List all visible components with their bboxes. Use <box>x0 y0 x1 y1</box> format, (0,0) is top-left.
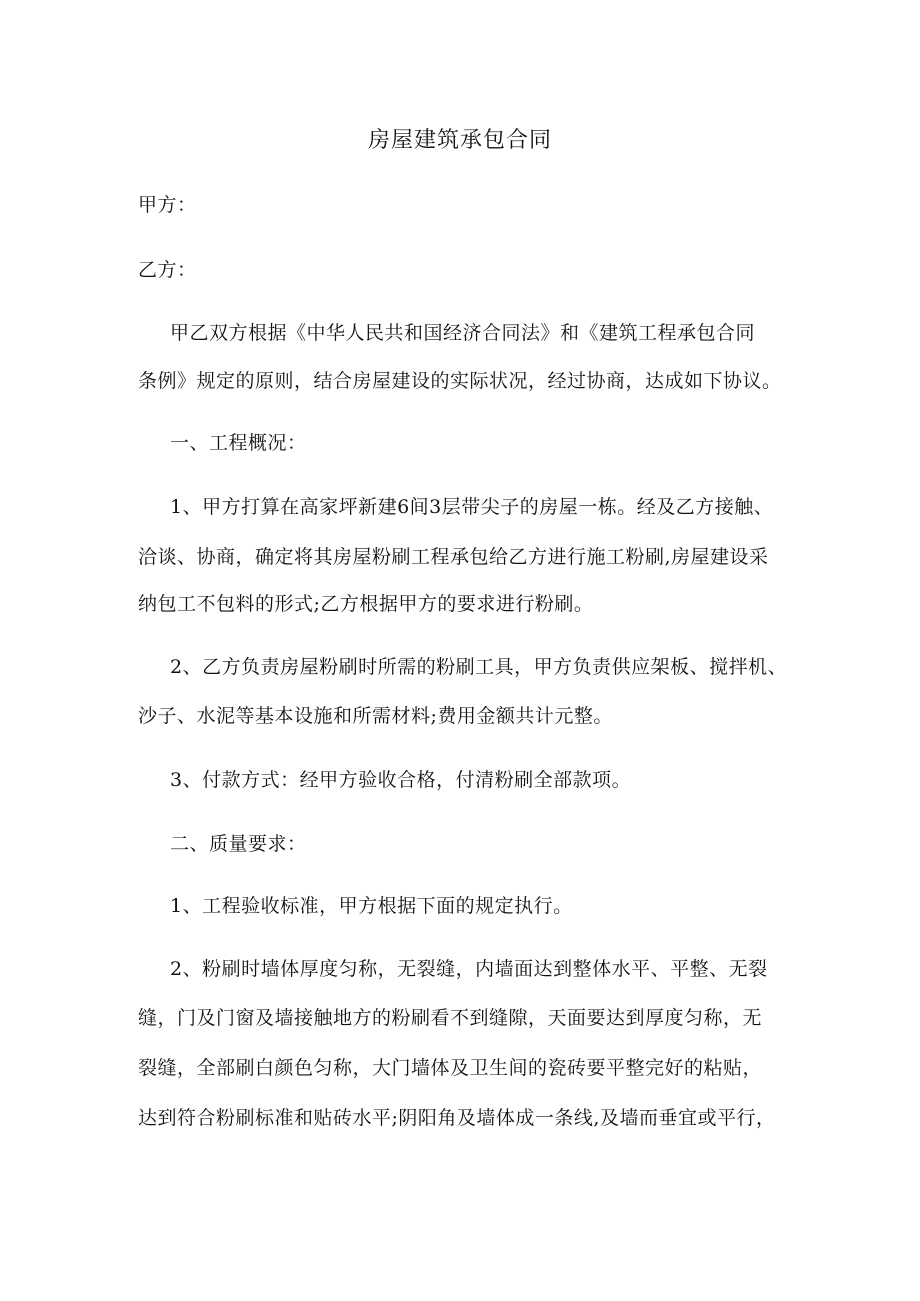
section-1-item-2-line-2: 沙子、水泥等基本设施和所需材料;费用金额共计元整。 <box>138 705 613 727</box>
section-2-item-2-line-4: 达到符合粉刷标准和贴砖水平;阴阳角及墙体成一条线,及墙而垂宜或平行， <box>138 1107 776 1129</box>
section-1-item-1-line-1: 1、甲方打算在高家坪新建6间3层带尖子的房屋一栋。经及乙方接触、 <box>170 496 774 518</box>
section-1-heading: 一、工程概况： <box>170 432 307 454</box>
section-2-heading: 二、质量要求： <box>170 833 307 855</box>
party-b-label: 乙方： <box>138 259 197 281</box>
page-title: 房屋建筑承包合同 <box>367 128 552 153</box>
section-1-item-1-line-3: 纳包工不包料的形式;乙方根据甲方的要求进行粉刷。 <box>138 593 594 615</box>
section-2-item-1: 1、工程验收标准，甲方根据下面的规定执行。 <box>170 895 573 917</box>
section-1-item-3: 3、付款方式：经甲方验收合格，付清粉刷全部款项。 <box>170 769 632 791</box>
preamble-line-1: 甲乙双方根据《中华人民共和国经济合同法》和《建筑工程承包合同 <box>170 322 756 344</box>
section-2-item-2-line-2: 缝，门及门窗及墙接触地方的粉刷看不到缝隙，天面要达到厚度匀称，无 <box>138 1007 763 1029</box>
party-a-label: 甲方： <box>138 194 197 216</box>
preamble-line-2: 条例》规定的原则，结合房屋建设的实际状况，经过协商，达成如下协议。 <box>138 370 782 392</box>
section-1-item-2-line-1: 2、乙方负责房屋粉刷时所需的粉刷工具，甲方负责供应架板、搅拌机、 <box>170 656 788 678</box>
section-2-item-2-line-3: 裂缝，全部刷白颜色匀称，大门墙体及卫生间的瓷砖要平整完好的粘贴， <box>138 1057 763 1079</box>
section-2-item-2-line-1: 2、粉刷时墙体厚度匀称，无裂缝，内墙面达到整体水平、平整、无裂 <box>170 958 768 980</box>
section-1-item-1-line-2: 洽谈、协商，确定将其房屋粉刷工程承包给乙方进行施工粉刷,房屋建设采 <box>138 546 769 568</box>
